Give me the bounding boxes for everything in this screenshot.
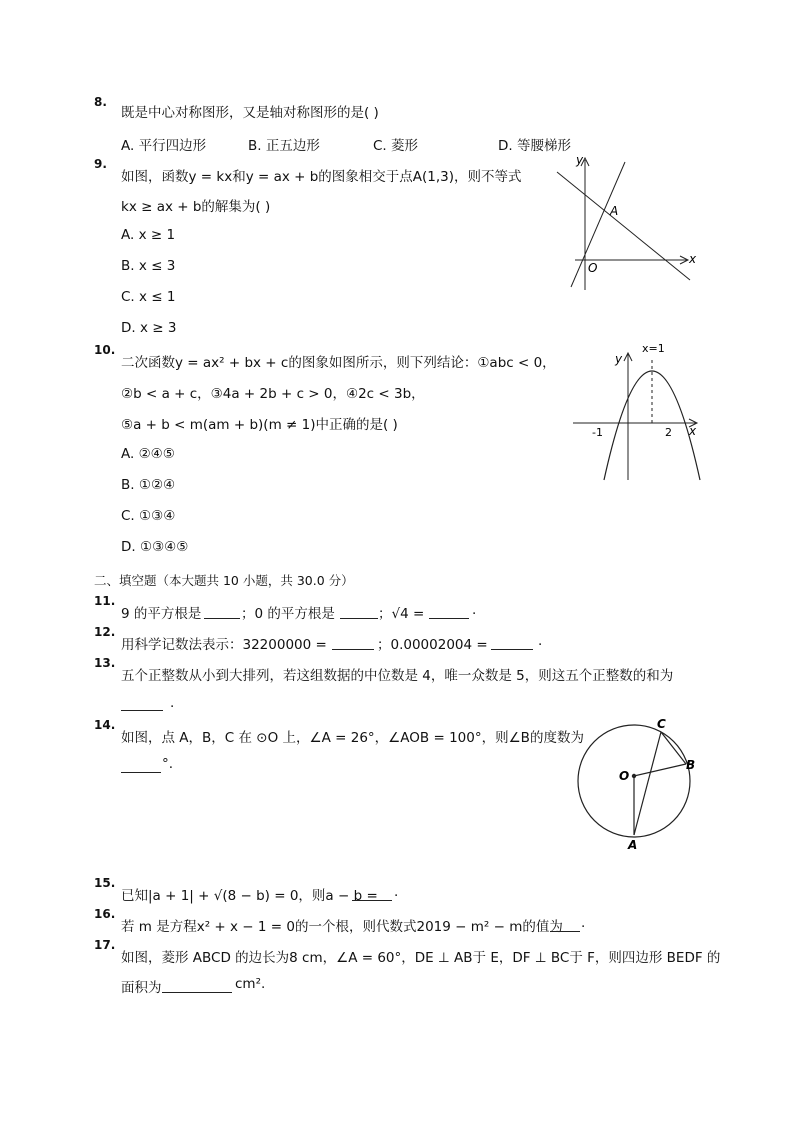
symmetry-axis-label: x=1 — [642, 342, 665, 355]
point-a-label: A — [628, 838, 638, 852]
point-a-label: A — [610, 204, 619, 218]
question-11-text-c: ；√4 = — [378, 606, 425, 622]
segment-ac — [634, 732, 661, 835]
question-8-option-b: B. 正五边形 — [248, 138, 320, 154]
y-axis-label: y — [615, 352, 623, 366]
point-c-label: C — [657, 717, 666, 731]
question-9-option-d: D. x ≥ 3 — [121, 320, 177, 336]
question-10-figure — [568, 340, 703, 485]
question-11-blank-3[interactable] — [429, 618, 469, 619]
question-14-stem: 如图，点 A，B，C 在 ⊙O 上，∠A = 26°，∠AOB = 100°，则∠B的度数为 — [121, 730, 584, 746]
question-11-number: 11. — [94, 594, 116, 608]
line-y-kx — [571, 162, 625, 287]
question-12-text-b: ；0.00002004 = — [377, 637, 488, 653]
question-16-stem: 若 m 是方程x² + x − 1 = 0的一个根，则代数式2019 − m² − m的值为 — [121, 919, 563, 935]
question-8-number: 8. — [94, 95, 107, 109]
question-11-text-d: . — [472, 602, 477, 618]
question-8-option-c: C. 菱形 — [373, 138, 419, 154]
question-11-text-a: 9 的平方根是 — [121, 606, 202, 622]
question-16-number: 16. — [94, 907, 116, 921]
parabola-curve — [604, 371, 700, 480]
origin-label: O — [588, 261, 598, 275]
question-13-number: 13. — [94, 656, 116, 670]
question-10-number: 10. — [94, 343, 116, 357]
point-o-label: O — [619, 769, 630, 783]
x-axis-label: x — [689, 252, 697, 266]
question-15-number: 15. — [94, 876, 116, 890]
question-16-period: . — [581, 915, 586, 931]
question-17-number: 17. — [94, 938, 116, 952]
question-10-option-a: A. ②④⑤ — [121, 446, 175, 462]
segment-cb — [661, 732, 686, 764]
question-15-blank[interactable] — [352, 900, 392, 901]
question-15-stem: 已知|a + 1| + √(8 − b) = 0，则a − b = — [121, 888, 378, 904]
question-14-figure — [565, 712, 705, 852]
question-9-option-c: C. x ≤ 1 — [121, 289, 176, 305]
question-9-number: 9. — [94, 157, 107, 171]
question-9-stem-line1: 如图，函数y = kx和y = ax + b的图象相交于点A(1,3)，则不等式 — [121, 169, 522, 185]
question-14-degree-period: °. — [162, 756, 174, 772]
question-11-blank-1[interactable] — [204, 618, 240, 619]
question-10-option-c: C. ①③④ — [121, 508, 176, 524]
question-13-period: . — [170, 695, 175, 711]
segment-ob — [634, 764, 686, 776]
question-9-option-a: A. x ≥ 1 — [121, 227, 176, 243]
question-11-blank-2[interactable] — [340, 618, 378, 619]
question-8-option-a: A. 平行四边形 — [121, 138, 207, 154]
question-9-figure — [545, 150, 705, 295]
section-2-heading: 二、填空题（本大题共 10 小题，共 30.0 分） — [94, 573, 354, 588]
question-16-blank[interactable] — [550, 931, 580, 932]
question-9-option-b: B. x ≤ 3 — [121, 258, 176, 274]
question-10-stem-line2: ②b < a + c，③4a + 2b + c > 0，④2c < 3b， — [121, 386, 425, 402]
question-14-blank[interactable] — [121, 772, 161, 773]
question-12-number: 12. — [94, 625, 116, 639]
x-axis-label: x — [689, 424, 697, 438]
line-y-ax-plus-b — [557, 172, 690, 280]
question-13-blank[interactable] — [121, 710, 163, 711]
y-axis-label: y — [576, 153, 584, 167]
question-12-text-c: . — [538, 633, 543, 649]
question-12-text-a: 用科学记数法表示：32200000 = — [121, 637, 327, 653]
question-9-stem-line2: kx ≥ ax + b的解集为( ) — [121, 199, 271, 215]
question-17-blank[interactable] — [162, 992, 232, 993]
question-10-stem-line1: 二次函数y = ax² + bx + c的图象如图所示，则下列结论：①abc < 0， — [121, 355, 556, 371]
question-12-blank-2[interactable] — [491, 649, 533, 650]
question-13-stem: 五个正整数从小到大排列，若这组数据的中位数是 4，唯一众数是 5，则这五个正整数的和为 — [121, 668, 674, 684]
question-17-text-area: 面积为 — [121, 980, 162, 996]
question-15-period: . — [394, 884, 399, 900]
question-8-option-d: D. 等腰梯形 — [498, 138, 571, 154]
question-10-option-b: B. ①②④ — [121, 477, 176, 493]
question-17-unit: cm². — [235, 976, 266, 992]
question-11-text-b: ；0 的平方根是 — [241, 606, 335, 622]
tick-label-neg1: -1 — [592, 426, 603, 439]
question-10-option-d: D. ①③④⑤ — [121, 539, 189, 555]
point-b-label: B — [686, 758, 696, 772]
question-17-stem-line1: 如图，菱形 ABCD 的边长为8 cm，∠A = 60°，DE ⊥ AB于 E，DF ⊥ BC于 F，则四边形 BEDF 的 — [121, 950, 721, 966]
question-12-blank-1[interactable] — [332, 649, 374, 650]
question-8-stem: 既是中心对称图形，又是轴对称图形的是( ) — [121, 105, 379, 121]
tick-label-2: 2 — [665, 426, 672, 439]
question-14-number: 14. — [94, 718, 116, 732]
question-10-stem-line3: ⑤a + b < m(am + b)(m ≠ 1)中正确的是( ) — [121, 417, 398, 433]
center-point — [632, 774, 636, 778]
